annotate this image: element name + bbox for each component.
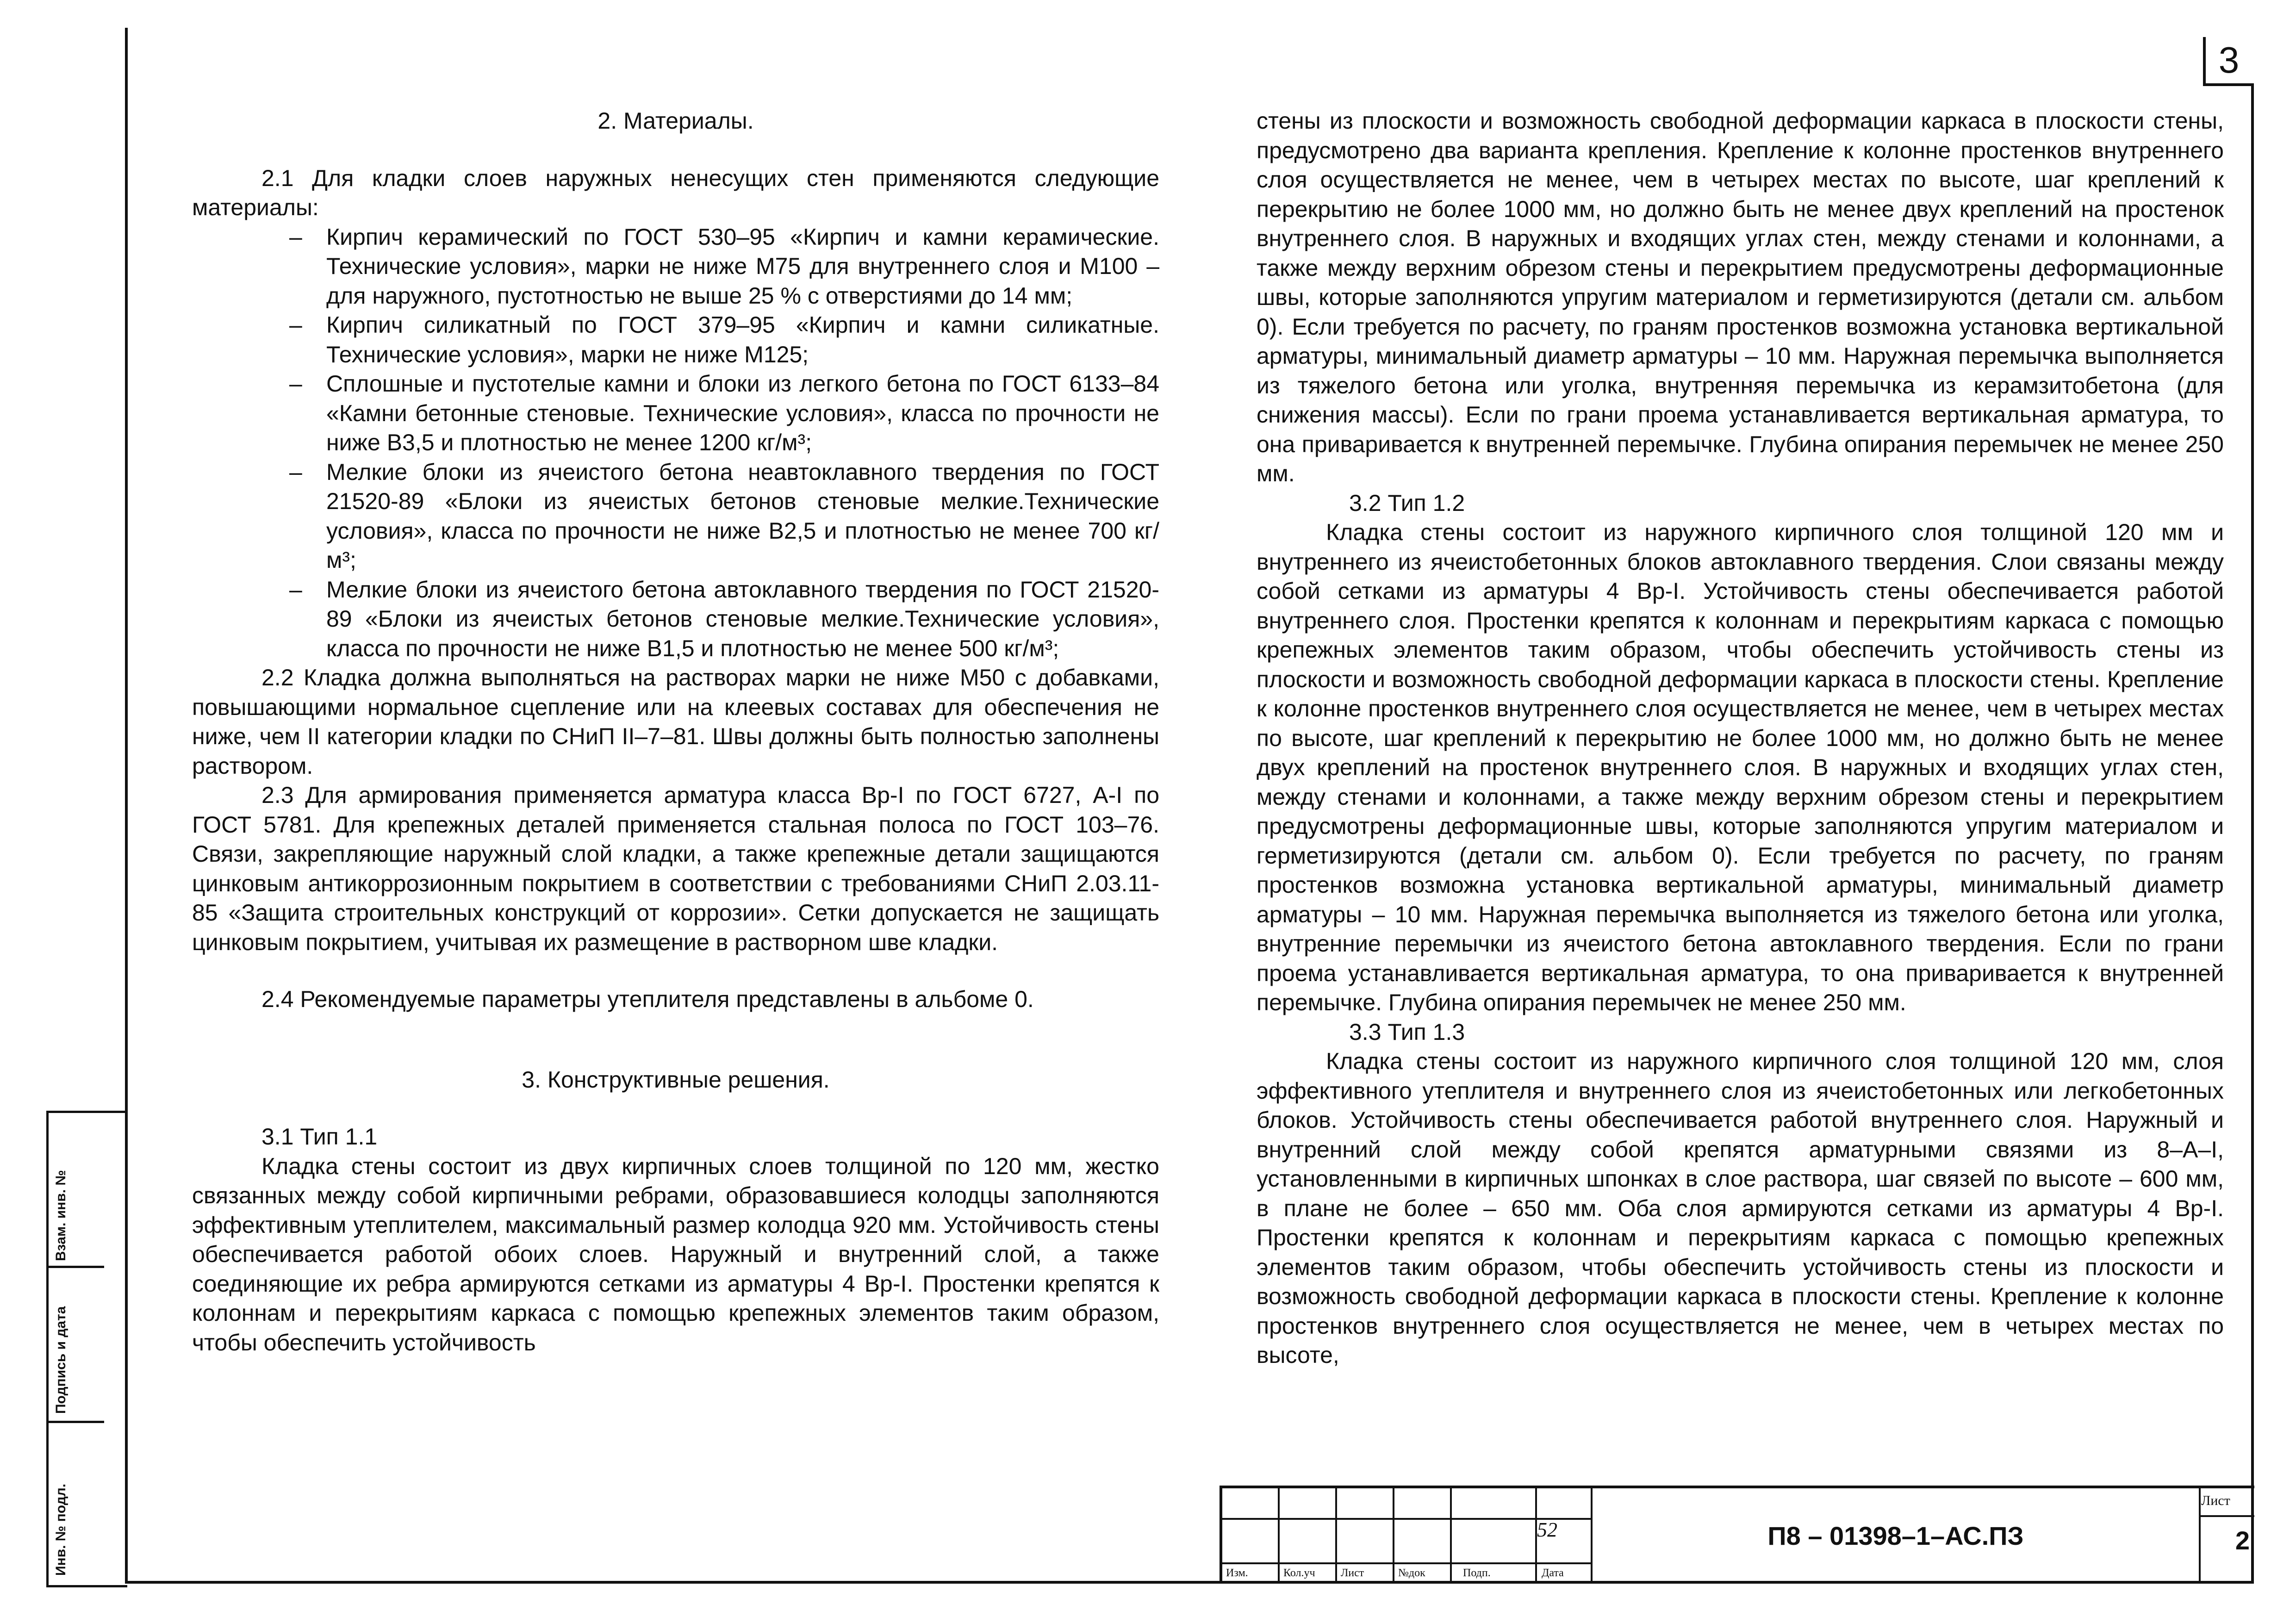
margin-stamp	[46, 1111, 127, 1587]
paragraph-2-3: 2.3 Для армирования применяется арматура класса Вр-I по ГОСТ 6727, А-I по ГОСТ 5781. Для крепежных деталей применяется стальная полоса по ГОСТ 103–76. Связи, закрепляющие наружный слой кладки, а также крепежные детали защищаются цинковым антикоррозионным покрытием в соответствии с требованиями СНиП 2.03.11-85 «Защита строительных конструкций от коррозии». Сетки допускается не защищать цинковым покрытием, учитывая их размещение в растворном шве кладки.	[192, 782, 1159, 955]
section2-title: 2. Материалы.	[597, 108, 754, 134]
dash: –	[289, 576, 302, 603]
material-item-text: Сплошные и пустотелые камни и блоки из легкого бетона по ГОСТ 6133–84 «Камни бетонные стеновые. Технические условия», класса по прочности не ниже В3,5 и плотностью не менее 1200 кг/м³;	[326, 371, 1159, 455]
material-item-text: Мелкие блоки из ячеистого бетона автоклавного твердения по ГОСТ 21520-89 «Блоки из ячеистых бетонов стеновые мелкие.Технические условия», класса по прочности не ниже В1,5 и плотностью не менее 500 кг/м³;	[326, 576, 1159, 661]
material-item	[192, 311, 1159, 369]
corner-page-number: 3	[2203, 37, 2252, 83]
dash: –	[289, 459, 302, 485]
tb-label: Подп.	[1463, 1567, 1491, 1579]
handwritten-mark: 52	[1537, 1518, 1557, 1541]
material-item	[192, 369, 1159, 458]
subsection-3-3-title: 3.3 Тип 1.3	[1349, 1019, 1465, 1045]
paragraph-2-1: 2.1 Для кладки слоев наружных ненесущих стен применяются следующие материалы:	[192, 165, 1159, 220]
section3-title: 3. Конструктивные решения.	[522, 1066, 830, 1093]
material-item-text: Мелкие блоки из ячеистого бетона неавтоклавного твердения по ГОСТ 21520-89 «Блоки из ячеистых бетонов стеновые мелкие.Технические условия», класса по прочности не ниже В2,5 и плотностью не менее 700 кг/м³;	[326, 459, 1159, 573]
material-item-text: Кирпич керамический по ГОСТ 530–95 «Кирпич и камни керамические. Технические условия», марки не ниже М75 для внутреннего слоя и М100 – для наружного, пустотностью не выше 25 % с отверстиями до 14 мм;	[326, 224, 1159, 309]
subsection-3-1-title: 3.1 Тип 1.1	[261, 1124, 378, 1150]
tb-label: Дата	[1542, 1567, 1564, 1579]
frame-right-line	[2251, 83, 2254, 1584]
paragraph-2-4: 2.4 Рекомендуемые параметры утеплителя представлены в альбоме 0.	[261, 986, 1034, 1012]
tb-label: №док	[1398, 1567, 1425, 1579]
paragraph-3-3: Кладка стены состоит из наружного кирпичного слоя толщиной 120 мм, слоя эффективного утеплителя и внутреннего слоя из ячеистобетонных или легкобетонных блоков. Устойчивость стены обеспечивается работой внутреннего слоя. Наружный и внутренний слой между собой крепятся арматурными связями из 8–А–I, установленными в кирпичных шпонках в слое раствора, шаг связей по высоте – 600 мм, в плане не более – 650 мм. Оба слоя армируются сетками из арматуры 4 Вр-I. Простенки крепятся к колоннам и перекрытиям каркаса с помощью крепежных элементов таким образом, чтобы обеспечить устойчивость стены из плоскости и возможность свободной деформации каркаса в плоскости стены. Крепление к колонне простенков внутреннего слоя осуществляется не менее, чем в четырех местах по высоте,	[1257, 1048, 2224, 1368]
title-block	[1220, 1486, 2254, 1584]
material-item	[192, 458, 1159, 575]
material-item	[192, 575, 1159, 664]
margin-label-signature: Подпись и дата	[53, 1306, 68, 1414]
sheet-number: 2	[2235, 1526, 2250, 1555]
spacer	[192, 1094, 1159, 1122]
spacer	[192, 136, 1159, 164]
dash: –	[289, 371, 302, 397]
paragraph-3-1-continued: стены из плоскости и возможность свободной деформации каркаса в плоскости стены, предусмотрено два варианта крепления. Крепление к колонне простенков внутреннего слоя осуществляется не менее, чем в четырех местах по высоте, шаг креплений к перекрытию не более 1000 мм, но должно быть не менее двух креплений на простенок внутреннего слоя. В наружных и входящих углах стен, между стенами и колоннами, а также между верхним обрезом стены и перекрытием предусмотрены деформационные швы, которые заполняются упругим материалом и герметизируются (детали см. альбом 0). Если требуется по расчету, по граням простенков возможна установка вертикальной арматуры, минимальный диаметр арматуры – 10 мм. Наружная перемычка выполняется из тяжелого бетона или уголка, внутренняя перемычка из керамзитобетона (для снижения массы). Если по грани проема устанавливается вертикальная арматура, то она приваривается к внутренней перемычке. Глубина опирания перемычек не менее 250 мм.	[1257, 108, 2224, 486]
material-item	[192, 223, 1159, 311]
paragraph-2-2: 2.2 Кладка должна выполняться на растворах марки не ниже М50 с добавками, повышающими нормальное сцепление или на клеевых составах для обеспечения не ниже, чем II категории кладки по СНиП II–7–81. Швы должны быть полностью заполнены раствором.	[192, 665, 1159, 779]
tb-row	[1222, 1488, 1593, 1520]
paragraph-3-2: Кладка стены состоит из наружного кирпичного слоя толщиной 120 мм и внутреннего из ячеистобетонных блоков автоклавного твердения. Слои связаны между собой сетками из арматуры 4 Вр-I. Устойчивость стены обеспечивается работой внутреннего слоя. Простенки крепятся к колоннам и перекрытиям каркаса с помощью крепежных элементов таким образом, чтобы обеспечить устойчивость стены из плоскости и возможность свободной деформации каркаса в плоскости стены. Крепление к колонне простенков внутреннего слоя осуществляется не менее, чем в четырех местах по высоте, шаг креплений к перекрытию не более 1000 мм, но должно быть не менее двух креплений на простенок внутреннего слоя. В наружных и входящих углах стен, между стенами и колоннами, а также между верхним обрезом стены и перекрытием предусмотрены деформационные швы, которые заполняются упругим материалом и герметизируются (детали см. альбом 0). Если требуется по расчету, по граням простенков возможна установка вертикальной арматуры, минимальный диаметр арматуры – 10 мм. Наружная перемычка выполняется из тяжелого бетона или уголка, внутренние перемычки из ячеистого бетона автоклавного твердения. Если по грани проема устанавливается вертикальная арматура, то она приваривается к внутренней перемычке. Глубина опирания перемычек не менее 250 мм.	[1257, 519, 2224, 1015]
paragraph-3-1: Кладка стены состоит из двух кирпичных слоев толщиной по 120 мм, жестко связанных между собой кирпичными ребрами, образовавшиеся колодцы заполняются эффективным утеплителем, максимальный размер колодца 920 мм. Устойчивость стены обеспечивается работой обоих слоев. Наружный и внутренний слой, а также соединяющие их ребра армируются сетками из арматуры 4 Вр-I. Простенки крепятся к колоннам и перекрытиям каркаса с помощью крепежных элементов таким образом, чтобы обеспечить устойчивость	[192, 1153, 1159, 1356]
material-item-text: Кирпич силикатный по ГОСТ 379–95 «Кирпич и камни силикатные. Технические условия», марки не ниже М125;	[326, 312, 1159, 367]
sheet-divider	[2199, 1515, 2254, 1517]
right-column	[1257, 106, 2224, 1370]
tb-label: Лист	[1341, 1567, 1364, 1579]
subsection-3-2-title: 3.2 Тип 1.2	[1349, 490, 1465, 516]
dash: –	[289, 312, 302, 338]
title-block-grid	[1222, 1488, 1593, 1584]
tb-label: Изм.	[1226, 1567, 1248, 1579]
spacer	[192, 957, 1159, 985]
sheet-label: Лист	[2201, 1493, 2230, 1508]
spacer	[192, 1014, 1159, 1065]
frame-top-stub	[2203, 83, 2254, 86]
margin-label-inventory: Инв. № подл.	[53, 1483, 68, 1576]
dash: –	[289, 224, 302, 250]
tb-label: Кол.уч	[1283, 1567, 1315, 1579]
margin-label-replace: Взам. инв. №	[53, 1170, 68, 1261]
document-code: П8 – 01398–1–АС.ПЗ	[1593, 1488, 2201, 1584]
left-column	[192, 106, 1159, 1357]
